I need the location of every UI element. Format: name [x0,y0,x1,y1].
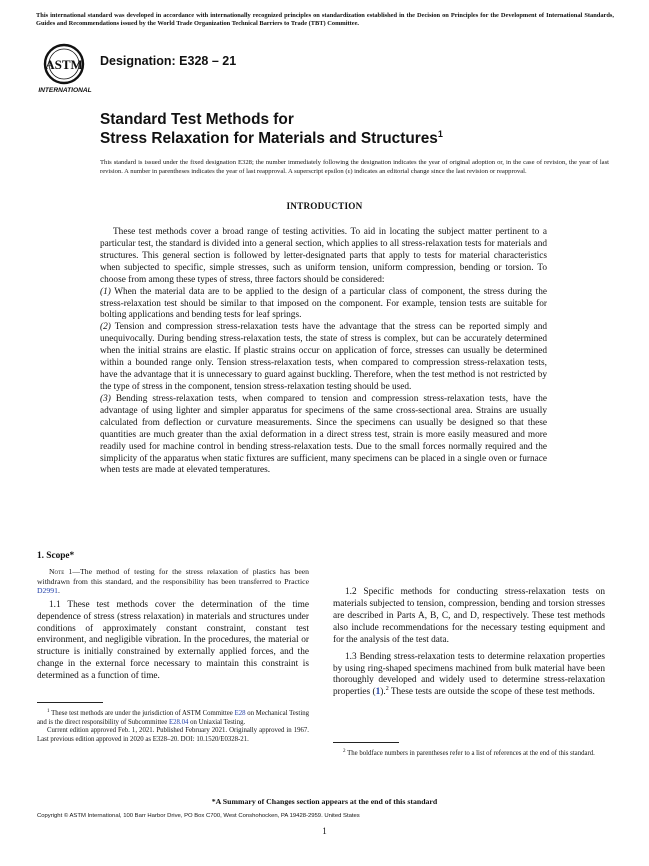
footnote-2-text [333,750,605,759]
introduction-heading: INTRODUCTION [286,201,363,211]
footnote-rule-right [333,742,399,743]
scope-note [37,567,309,596]
footnote-1-c: on Uniaxial Testing. [188,718,246,726]
wto-notice: This international standard was developed in accordance with internationally recognized principles on standardization established in the Decision on Principles for the Development of International Standards, Guides and Recommendations issued by the World Trade Organization Technical Barriers to Trade (TBT) Committee. [36,12,614,28]
title-line-2 [100,129,443,148]
right-column [333,551,605,699]
introduction-item [100,322,547,394]
introduction-item [100,287,547,323]
section-1-3-a: 1.3 Bending stress-relaxation tests to determine relaxation properties by using ring-shaped specimens machined from bulk material have been thoroughly developed and widely used to determine stress-relaxation properties ( [333,651,605,698]
title-line-2-text: Stress Relaxation for Materials and Structures [100,130,438,147]
footnote-rule-left [37,702,103,703]
section-1-3-c: These tests are outside the scope of these test methods. [388,687,595,698]
item-text: Tension and compression stress-relaxation tests have the advantage that the stress can be reported simply and unequivocally. During bending stress-relaxation tests, the state of stress is complex, but can be accurately determined when the initial strains are elastic. If plastic strains occur on application of force, stresses can usually be determined within a bounded range only. Tension stress-relaxation tests, when compared to compression stress-relaxation tests, have the advantage that it is unnecessary to guard against buckling. Therefore, when the test method is not restricted by the type of stress in the component, tension stress-relaxation testing should be used. [100,322,547,392]
note-label: Note 1 [49,566,73,576]
introduction-body [100,227,547,477]
footnote-2-mark: 2 [343,749,346,754]
note-link-d2991[interactable]: D2991 [37,586,58,596]
footnote-1-edition: Current edition approved Feb. 1, 2021. Published February 2021. Originally approved in 1967. Last previous edition approved in 2020 as E328–20. DOI: 10.1520/E0328-21. [37,727,309,743]
issuance-note: This standard is issued under the fixed designation E328; the number immediately following the designation indicates the year of original adoption or, in the case of revision, the year of last revision. A number in parentheses indicates the year of last reapproval. A superscript epsilon (ε) indicates an editorial change since the last revision or reapproval. [100,159,609,176]
item-marker: (3) [100,393,111,404]
designation-dash: – [208,54,223,68]
introduction-lead: These test methods cover a broad range of testing activities. To aid in locating the subject matter pertinent to a particular test, the standard is divided into a general section, which applies to all stress-relaxation tests for materials and structures. This general section is followed by letter-designated parts that apply to tests for material characteristics when subjected to specific, simple stresses, such as uniform tension, uniform compression, bending or torsion. To choose from among these types of stress, three factors should be considered: [100,227,547,285]
footnote-1-text [37,710,309,727]
note-end: . [57,586,60,596]
designation-label: Designation: E328 [100,54,209,68]
summary-of-changes-notice: *A Summary of Changes section appears at the end of this standard [211,797,438,806]
logo-text: ASTM [45,57,83,72]
section-1-2: 1.2 Specific methods for conducting stress-relaxation tests on materials subjected to tension, compression, bending and torsion stresses are described in Parts A, B, C, and D, respectively. These test methods also include recommendations for the necessary testing equipment and for the analysis of the test data. [333,587,605,645]
footnote-1-mark: 1 [47,709,50,714]
footnote-link-e28-04[interactable]: E28.04 [168,718,189,726]
section-1-3-b: ). [380,687,386,698]
title-line-1: Standard Test Methods for [100,111,294,128]
footnote-2-body: The boldface numbers in parentheses refer to a list of references at the end of this standard. [345,750,595,757]
document-title [100,110,443,148]
designation [100,54,236,68]
item-marker: (2) [100,322,111,333]
copyright-line: Copyright © ASTM International, 100 Barr Harbor Drive, PO Box C700, West Conshohocken, PA 19428-2959. United States [37,813,360,819]
note-text: —The method of testing for the stress relaxation of plastics has been withdrawn from this standard, and the responsibility has been transferred to Practice [37,566,309,586]
footnote-1-b: on Mechanical Testing and is the direct responsibility of Subcommittee [37,710,310,726]
item-text: When the material data are to be applied to the design of a particular class of component, the stress during the stress-relaxation test should be similar to that imposed on the component. For example, tension tests are suitable for bolting applications and bending tests for leaf springs. [100,286,547,321]
logo-subtext: INTERNATIONAL [38,87,92,94]
scope-heading: 1. Scope* [37,551,75,561]
reference-link-1[interactable]: 1 [375,687,381,698]
item-marker: (1) [100,286,111,297]
section-1-1: 1.1 These test methods cover the determination of the time dependence of stress (stress relaxation) in materials and structures under conditions of approximately constant constraint, constant test environment, and negligible vibration. In the procedures, the material or structure is initially constrained by externally applied forces, and the change in the external force necessary to maintain this constraint is determined as a function of time. [37,599,309,682]
page-number: 1 [322,826,327,836]
left-column [37,551,309,683]
footnote-1 [37,710,309,744]
footnote-2 [333,750,605,759]
footnote-1-a: These test methods are under the jurisdiction of ASTM Committee [49,710,235,717]
section-1-3-sup: 2 [385,686,389,693]
section-1-3 [333,652,605,700]
footnote-link-e28[interactable]: E28 [234,710,246,717]
item-text: Bending stress-relaxation tests, when compared to tension and compression stress-relaxation tests, have the advantage of using lighter and simpler apparatus for specimens of the same cross-sectional area. Strains are usually calculated from deflection or curvature measurements. Since the specimens can usually be designed so that these quantities are much greater than the axial deformation in a direct stress test, strain is more easily measured and more readily used for machine control in bending stress-relaxation tests. Due to the small forces normally required and the simplicity of the apparatus when static fixtures are sufficient, many specimens can be placed in a single oven or furnace when tests are made at elevated temperatures. [100,393,547,476]
designation-year: 21 [222,54,237,68]
title-footnote-mark: 1 [437,129,443,139]
astm-logo [37,43,95,95]
astm-logo-icon [37,43,95,95]
introduction-item [100,394,547,477]
